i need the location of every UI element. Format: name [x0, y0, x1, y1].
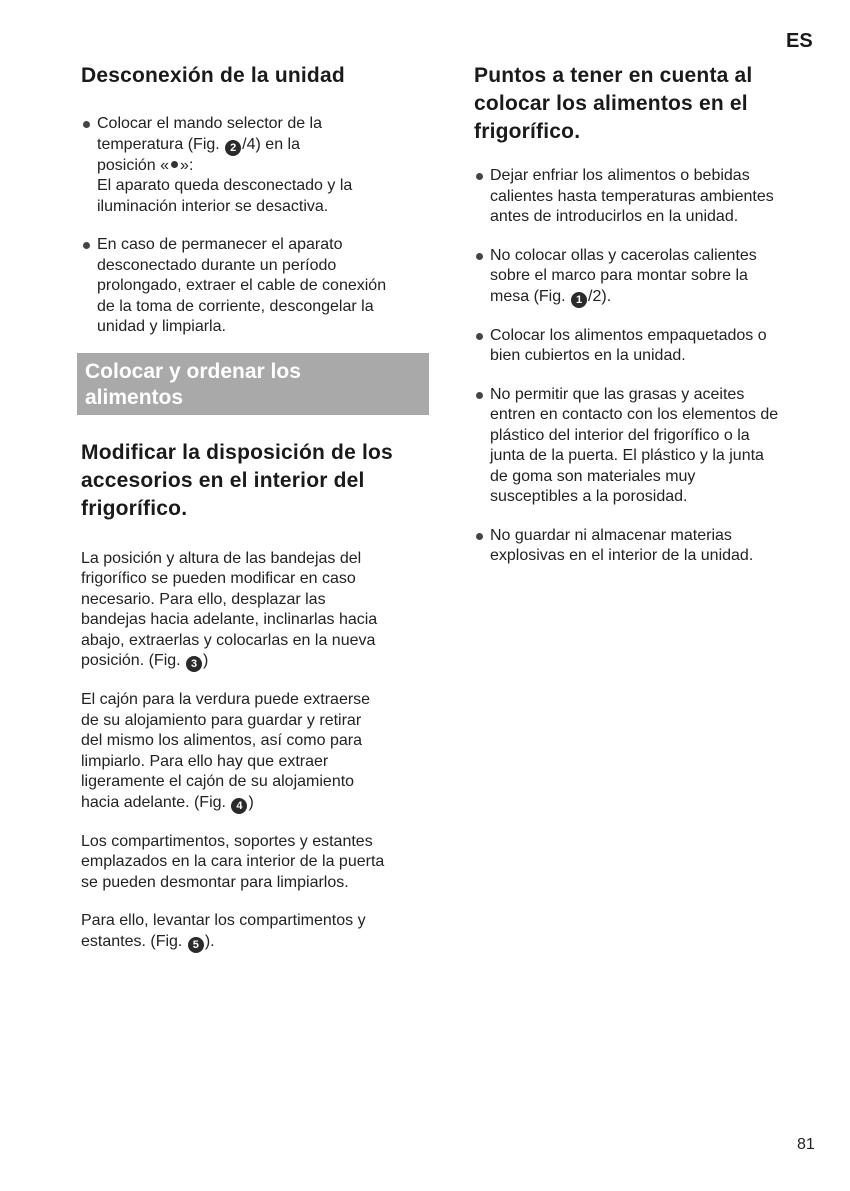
figure-number: 2 [225, 140, 241, 156]
figure-number: 4 [231, 798, 247, 814]
left-column [81, 62, 421, 953]
list-item: Colocar el mando selector de la temperatura (Fig. 2 /4) en la posición « »: El aparato queda desconectado y la iluminación interior se desactiva. [81, 114, 421, 217]
language-label: ES [786, 30, 813, 52]
section-title-accessories: Modificar la disposición de los accesorios en el interior del frigorífico. [81, 440, 393, 520]
page-number: 81 [797, 1136, 815, 1153]
figure-number: 1 [571, 292, 587, 308]
figure-number: 3 [186, 656, 202, 672]
paragraph-door-compartments: Los compartimentos, soportes y estantes emplazados en la cara interior de la puerta se pueden desmontar para limpiarlos. [81, 832, 385, 891]
list-item: Colocar los alimentos empaquetados o bien cubiertos en la unidad. [474, 326, 820, 367]
list-item: No permitir que las grasas y aceites entren en contacto con los elementos de plástico del interior del frigorífico o la junta de la puerta. El plástico y la junta de goma son materiales muy susceptibles a la porosidad. [474, 385, 820, 508]
figure-number: 5 [188, 937, 204, 953]
section-title-disconnect: Desconexión de la unidad [81, 64, 345, 87]
list-item: No guardar ni almacenar materias explosivas en el interior de la unidad. [474, 526, 820, 567]
list-item: Dejar enfriar los alimentos o bebidas calientes hasta temperaturas ambientes antes de introducirlos en la unidad. [474, 166, 820, 228]
section-title-food-placement: Puntos a tener en cuenta al colocar los alimentos en el frigorífico. [474, 64, 753, 143]
section-band-arrange-food: Colocar y ordenar los alimentos [77, 353, 429, 415]
paragraph-lift-compartments: Para ello, levantar los compartimentos y estantes. (Fig. 5 ). [81, 912, 366, 951]
right-column [474, 62, 820, 567]
paragraph-shelves: La posición y altura de las bandejas del frigorífico se pueden modificar en caso necesario. Para ello, desplazar las bandejas hacia adelante, inclinarlas hacia abajo, extraerlas y colocarlas en la nueva posición. (Fig. 3 ) [81, 549, 378, 670]
list-item: No colocar ollas y cacerolas calientes sobre el marco para montar sobre la mesa (Fig. 1 /2). [474, 246, 820, 308]
paragraph-vegetable-drawer: El cajón para la verdura puede extraerse de su alojamiento para guardar y retirar del mismo los alimentos, así como para limpiarlo. Para ello hay que extraer ligeramente el cajón de su alojamiento hacia adelante. (Fig. 4 ) [81, 691, 371, 812]
list-item: En caso de permanecer el aparato desconectado durante un período prolongado, extraer el cable de conexión de la toma de corriente, descongelar la unidad y limpiarla. [81, 235, 421, 338]
off-dot-icon [171, 161, 178, 168]
